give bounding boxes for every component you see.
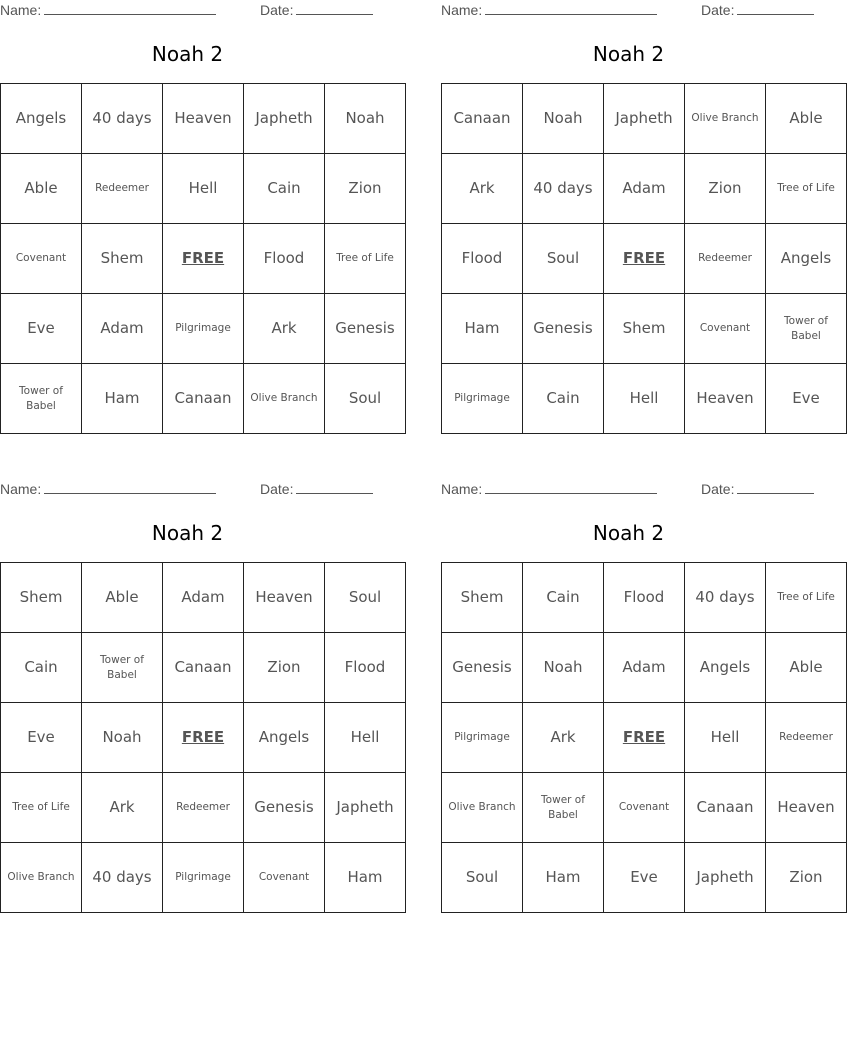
name-field[interactable] [441,481,657,497]
bingo-cell[interactable]: Tree of Life [325,224,406,294]
bingo-cell[interactable]: Cain [523,364,604,434]
bingo-cell[interactable]: Hell [685,703,766,773]
bingo-cell[interactable]: Adam [604,154,685,224]
bingo-card-4 [441,479,835,914]
grid-row [1,154,406,224]
grid-row [442,224,847,294]
bingo-grid [441,562,847,913]
bingo-cell[interactable]: Shem [82,224,163,294]
name-field[interactable] [0,481,216,497]
date-field[interactable] [701,2,814,18]
grid-row [1,563,406,633]
card-title: Noah 2 [592,521,665,545]
bingo-cell[interactable]: Eve [604,843,685,913]
grid-row [442,843,847,913]
bingo-cell[interactable]: Canaan [442,84,523,154]
grid-row [1,773,406,843]
bingo-cell[interactable]: Adam [82,294,163,364]
date-underline[interactable] [296,481,373,494]
bingo-card-3 [0,479,394,914]
bingo-cell[interactable]: Flood [244,224,325,294]
bingo-cell[interactable]: Adam [163,563,244,633]
name-underline[interactable] [44,481,216,494]
bingo-cell[interactable]: Heaven [163,84,244,154]
name-label: Name: [441,481,483,497]
bingo-cell[interactable]: Able [1,154,82,224]
bingo-card-1 [0,0,395,435]
bingo-cell[interactable]: Adam [604,633,685,703]
grid-row [442,703,847,773]
grid-row [1,633,406,703]
bingo-cell[interactable]: Redeemer [82,154,163,224]
bingo-cell[interactable]: Cain [244,154,325,224]
bingo-cell[interactable]: Canaan [685,773,766,843]
bingo-cell[interactable]: Ham [442,294,523,364]
free-space-cell[interactable]: FREE [163,703,244,773]
bingo-cell[interactable]: Ark [523,703,604,773]
bingo-cell[interactable]: Able [766,633,847,703]
bingo-grid [0,83,406,434]
card-title: Noah 2 [151,42,224,66]
bingo-cell[interactable]: Hell [325,703,406,773]
bingo-cell[interactable]: Zion [325,154,406,224]
bingo-cell[interactable]: Genesis [325,294,406,364]
bingo-cell[interactable]: Genesis [523,294,604,364]
bingo-cell[interactable]: Able [766,84,847,154]
grid-row [1,843,406,913]
bingo-cell[interactable]: Pilgrimage [163,294,244,364]
bingo-cell[interactable]: Able [82,563,163,633]
bingo-cell[interactable]: Zion [685,154,766,224]
bingo-cell[interactable]: Covenant [1,224,82,294]
bingo-cell[interactable]: Shem [604,294,685,364]
date-field[interactable] [701,481,814,497]
bingo-cell[interactable]: Flood [325,633,406,703]
bingo-cell[interactable]: Tree of Life [766,563,847,633]
free-space-cell[interactable]: FREE [604,703,685,773]
bingo-cell[interactable]: Heaven [244,563,325,633]
bingo-cell[interactable]: Genesis [244,773,325,843]
bingo-cell[interactable]: Tower of Babel [82,633,163,703]
bingo-cell[interactable]: Soul [523,224,604,294]
bingo-cell[interactable]: Olive Branch [244,364,325,434]
date-label: Date: [701,481,735,497]
grid-row [442,633,847,703]
name-underline[interactable] [44,2,216,15]
date-underline[interactable] [737,2,814,15]
bingo-cell[interactable]: Ark [82,773,163,843]
bingo-cell[interactable]: Angels [244,703,325,773]
bingo-cell[interactable]: Pilgrimage [163,843,244,913]
bingo-cell[interactable]: Japheth [685,843,766,913]
bingo-cell[interactable]: Zion [244,633,325,703]
bingo-cell[interactable]: Soul [442,843,523,913]
bingo-cell[interactable]: Eve [1,294,82,364]
bingo-cell[interactable]: Noah [325,84,406,154]
bingo-cell[interactable]: 40 days [82,843,163,913]
bingo-cell[interactable]: 40 days [685,563,766,633]
bingo-cell[interactable]: Redeemer [766,703,847,773]
grid-row [1,84,406,154]
bingo-cell[interactable]: Ark [244,294,325,364]
date-label: Date: [260,2,294,18]
free-space-cell[interactable]: FREE [604,224,685,294]
bingo-cell[interactable]: Ham [82,364,163,434]
name-field[interactable] [441,2,657,18]
bingo-cell[interactable]: Tower of Babel [1,364,82,434]
bingo-cell[interactable]: Tower of Babel [523,773,604,843]
grid-row [442,294,847,364]
date-label: Date: [260,481,294,497]
bingo-cell[interactable]: Cain [523,563,604,633]
bingo-card-2 [441,0,835,435]
bingo-cell[interactable]: Redeemer [685,224,766,294]
name-underline[interactable] [485,481,657,494]
bingo-cell[interactable]: Ham [523,843,604,913]
bingo-cell[interactable]: Canaan [163,364,244,434]
grid-row [1,364,406,434]
bingo-cell[interactable]: Shem [1,563,82,633]
date-field[interactable] [260,2,373,18]
bingo-cell[interactable]: Eve [1,703,82,773]
grid-row [1,224,406,294]
date-field[interactable] [260,481,373,497]
bingo-cell[interactable]: Soul [325,364,406,434]
bingo-cell[interactable]: Angels [1,84,82,154]
name-underline[interactable] [485,2,657,15]
bingo-cell[interactable]: Tower of Babel [766,294,847,364]
bingo-cell[interactable]: Canaan [163,633,244,703]
bingo-cell[interactable]: Tree of Life [1,773,82,843]
bingo-grid [441,83,847,434]
bingo-cell[interactable]: Ham [325,843,406,913]
bingo-cell[interactable]: Japheth [604,84,685,154]
bingo-cell[interactable]: Japheth [325,773,406,843]
bingo-cell[interactable]: Eve [766,364,847,434]
bingo-cell[interactable]: 40 days [523,154,604,224]
bingo-grid [0,562,406,913]
bingo-cell[interactable]: Soul [325,563,406,633]
free-space-cell[interactable]: FREE [163,224,244,294]
bingo-cell[interactable]: Cain [1,633,82,703]
name-label: Name: [0,481,42,497]
bingo-cell[interactable]: Covenant [685,294,766,364]
date-label: Date: [701,2,735,18]
bingo-cell[interactable]: Japheth [244,84,325,154]
bingo-cell[interactable]: Noah [523,84,604,154]
date-underline[interactable] [296,2,373,15]
name-label: Name: [441,2,483,18]
grid-row [442,773,847,843]
bingo-cell[interactable]: Pilgrimage [442,703,523,773]
bingo-cell[interactable]: Hell [163,154,244,224]
bingo-cell[interactable]: Angels [766,224,847,294]
bingo-cell[interactable]: Olive Branch [1,843,82,913]
bingo-cell[interactable]: Noah [82,703,163,773]
bingo-cell[interactable]: Genesis [442,633,523,703]
bingo-cell[interactable]: Ark [442,154,523,224]
bingo-cell[interactable]: 40 days [82,84,163,154]
bingo-cell[interactable]: Redeemer [163,773,244,843]
bingo-cell[interactable]: Hell [604,364,685,434]
bingo-cell[interactable]: Flood [604,563,685,633]
grid-row [1,703,406,773]
grid-row [442,154,847,224]
grid-row [442,563,847,633]
bingo-cell[interactable]: Noah [523,633,604,703]
bingo-cell[interactable]: Zion [766,843,847,913]
bingo-cell[interactable]: Olive Branch [685,84,766,154]
name-label: Name: [0,2,42,18]
grid-row [442,364,847,434]
card-title: Noah 2 [151,521,224,545]
bingo-cell[interactable]: Olive Branch [442,773,523,843]
date-underline[interactable] [737,481,814,494]
name-field[interactable] [0,2,216,18]
bingo-cell[interactable]: Heaven [685,364,766,434]
grid-row [442,84,847,154]
bingo-cell[interactable]: Heaven [766,773,847,843]
bingo-cell[interactable]: Covenant [604,773,685,843]
bingo-cell[interactable]: Angels [685,633,766,703]
bingo-cell[interactable]: Shem [442,563,523,633]
card-title: Noah 2 [592,42,665,66]
bingo-cell[interactable]: Tree of Life [766,154,847,224]
bingo-cell[interactable]: Pilgrimage [442,364,523,434]
bingo-cell[interactable]: Covenant [244,843,325,913]
bingo-cell[interactable]: Flood [442,224,523,294]
grid-row [1,294,406,364]
